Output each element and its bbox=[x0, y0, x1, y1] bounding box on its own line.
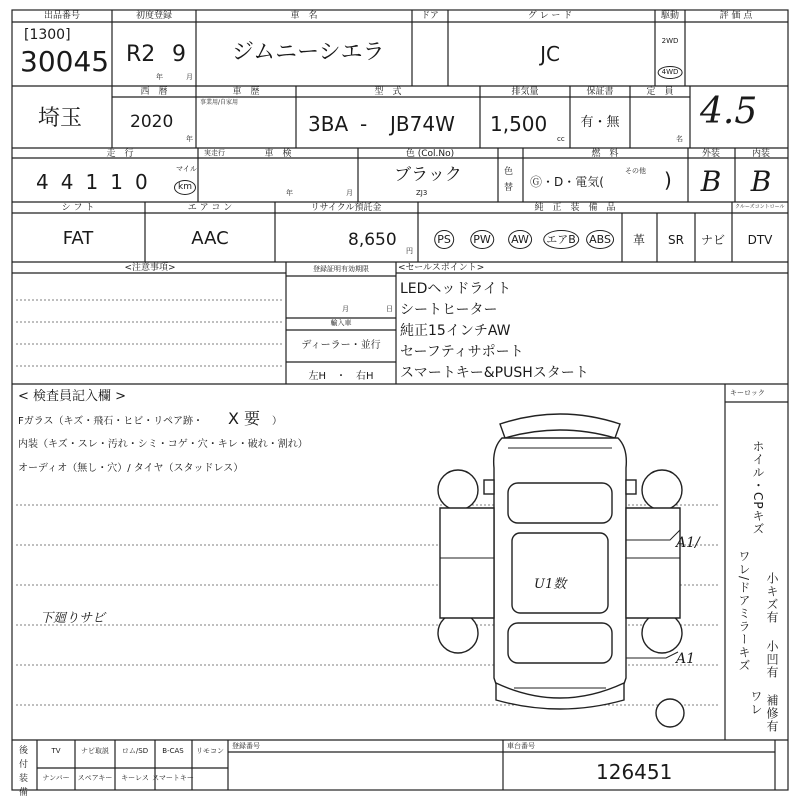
inspection-date-label: 車 検 bbox=[264, 149, 292, 159]
fuel-other: その他 bbox=[625, 167, 646, 175]
fuel-close: ) bbox=[664, 168, 672, 192]
score-label: 評 価 点 bbox=[719, 11, 753, 21]
lot-code: [1300] bbox=[24, 27, 71, 43]
shift: FAT bbox=[62, 228, 94, 249]
frame-number-label: 車台番号 bbox=[507, 742, 535, 750]
equip-sunroof: SR bbox=[668, 233, 684, 247]
sales-point: シートヒーター bbox=[400, 302, 498, 318]
footer-item: ロム/SD bbox=[121, 747, 149, 755]
equip-airbag: エアB bbox=[543, 230, 579, 249]
fuel-label: 燃 料 bbox=[591, 149, 619, 159]
equip-aw: AW bbox=[508, 230, 532, 249]
equipment-label: 純 正 装 備 品 bbox=[534, 203, 616, 213]
drive-2wd: 2WD bbox=[661, 37, 679, 45]
history-label: 車 歴 bbox=[232, 87, 260, 97]
side-text-scratch: 小キズ有 bbox=[765, 572, 779, 624]
ac: AAC bbox=[191, 228, 229, 249]
equip-pw: PW bbox=[470, 230, 494, 249]
color-change-label: 色替 bbox=[504, 167, 514, 193]
footer-item: B-CAS bbox=[162, 747, 184, 755]
inspection-title: < 検査員記入欄 > bbox=[18, 389, 127, 404]
warranty-value: 有・無 bbox=[580, 115, 620, 130]
glass-line: Fガラス（キズ・飛石・ヒビ・リペア跡・ bbox=[18, 416, 204, 427]
interior-line: 内装（キズ・スレ・汚れ・シミ・コゲ・穴・キレ・破れ・割れ） bbox=[18, 439, 308, 450]
displacement: 1,500 bbox=[490, 112, 548, 136]
equip-leather: 革 bbox=[632, 233, 646, 247]
footer-item: キーレス bbox=[121, 774, 149, 782]
dealer-option: ディーラー・並行 bbox=[301, 340, 381, 351]
year-unit: 年 bbox=[186, 135, 193, 143]
side-text-crack: ワレ bbox=[749, 690, 763, 716]
car-name-label: 車 名 bbox=[290, 11, 318, 21]
inspection-year-unit: 年 bbox=[286, 189, 293, 197]
lot-number: 30045 bbox=[20, 45, 110, 78]
car-name: ジムニーシエラ bbox=[232, 40, 385, 65]
handwritten-note: 下廻りサビ bbox=[40, 611, 106, 626]
sales-label: <セールスポイント> bbox=[398, 263, 485, 273]
capacity-label: 定 員 bbox=[646, 87, 674, 97]
equip-dtv: DTV bbox=[747, 233, 773, 247]
reg-expiry-day: 日 bbox=[386, 305, 393, 313]
cruise-label: クルーズコントロール bbox=[735, 204, 785, 210]
side-text-repair: 補修有 bbox=[765, 694, 779, 733]
caution-label: <注意事項> bbox=[124, 263, 176, 273]
recycle-label: リサイクル預託金 bbox=[310, 203, 382, 213]
mileage-unit-km: km bbox=[174, 180, 196, 195]
sales-point: LEDヘッドライト bbox=[400, 281, 512, 297]
audio-line: オーディオ（無し・穴）/ タイヤ（スタッドレス） bbox=[18, 463, 244, 474]
equip-ps: PS bbox=[434, 230, 454, 249]
history-sub: 事業用/自家用 bbox=[200, 99, 239, 106]
location: 埼玉 bbox=[38, 106, 83, 131]
fuel-options: Ⓖ・D・電気( bbox=[530, 175, 604, 189]
mileage-digit: 0 bbox=[134, 170, 148, 194]
recycle-yen: 円 bbox=[406, 247, 413, 255]
displacement-label: 排気量 bbox=[511, 87, 539, 97]
handle-option: 左H ・ 右H bbox=[308, 371, 374, 382]
import-label: 輸入車 bbox=[330, 319, 352, 327]
color-code: ZJ3 bbox=[416, 189, 428, 197]
ac-label: エ ア コ ン bbox=[187, 203, 233, 213]
year: 2020 bbox=[130, 112, 174, 132]
reg-year-unit: 年 bbox=[156, 73, 163, 81]
warranty-label: 保証書 bbox=[586, 87, 614, 97]
glass-mark: X 要 bbox=[228, 409, 261, 428]
keylock-label: キーロック bbox=[730, 389, 765, 397]
equip-navi: ナビ bbox=[700, 233, 726, 247]
car-diagram bbox=[430, 408, 690, 738]
color-label: 色 (Col.No) bbox=[405, 149, 455, 159]
reg-month-unit: 月 bbox=[186, 73, 193, 81]
mileage-digit: 1 bbox=[110, 170, 123, 194]
recycle-amount: 8,650 bbox=[348, 230, 397, 250]
diagram-mark: U1数 bbox=[534, 577, 567, 592]
side-text-dent: 小凹有 bbox=[765, 640, 779, 679]
model-dash: - bbox=[360, 112, 368, 136]
sales-point: スマートキー&PUSHスタート bbox=[400, 365, 589, 381]
equipment-head: 後付装備 bbox=[19, 746, 29, 798]
cc-unit: cc bbox=[557, 135, 565, 143]
equip-abs: ABS bbox=[586, 230, 614, 249]
reg-expiry-label: 登録証明有効期限 bbox=[313, 265, 369, 273]
first-reg-label: 初度登録 bbox=[135, 11, 173, 21]
exterior-grade: B bbox=[700, 165, 722, 198]
mileage-label: 走 行 bbox=[106, 149, 134, 159]
footer-item: ナビ取説 bbox=[81, 747, 109, 755]
interior-grade: B bbox=[750, 165, 772, 198]
grade-label: グ レ ー ド bbox=[527, 11, 573, 21]
footer-item: リモコン bbox=[196, 747, 224, 755]
glass-close: ） bbox=[272, 416, 282, 427]
reg-era: R2 bbox=[126, 42, 156, 67]
diagram-mark: A1/ bbox=[676, 535, 700, 551]
color: ブラック bbox=[394, 165, 462, 185]
sales-point: セーフティサポート bbox=[400, 344, 524, 360]
diagram-mark: A1 bbox=[676, 651, 696, 667]
footer-item: TV bbox=[51, 747, 61, 755]
side-text-mirror: ワレ/ドアミラーキズ bbox=[737, 550, 751, 673]
mileage-unit-mile: マイル bbox=[176, 165, 197, 173]
model-label: 型 式 bbox=[374, 87, 402, 97]
drive-label: 駆動 bbox=[660, 11, 680, 21]
reg-expiry-month: 月 bbox=[342, 305, 349, 313]
model-code: JB74W bbox=[390, 112, 455, 136]
side-text-wheel: ホイル・CPキズ bbox=[751, 440, 765, 536]
footer-item: ナンバー bbox=[42, 774, 70, 782]
odo-label: 実走行 bbox=[204, 149, 225, 157]
interior-label: 内装 bbox=[751, 149, 771, 159]
sales-point: 純正15インチAW bbox=[400, 323, 511, 339]
mileage-digit: 4 bbox=[36, 170, 49, 194]
exterior-label: 外装 bbox=[701, 149, 721, 159]
reg-number-label: 登録番号 bbox=[232, 742, 260, 750]
mileage-digits bbox=[36, 168, 176, 196]
footer-item: スペアキー bbox=[77, 774, 113, 782]
score: 4.5 bbox=[700, 91, 758, 132]
lot-number-label: 出品番号 bbox=[43, 11, 81, 21]
model-prefix: 3BA bbox=[308, 112, 349, 136]
year-label: 西 暦 bbox=[140, 87, 168, 97]
reg-month: 9 bbox=[172, 42, 186, 67]
drive-4wd: 4WD bbox=[658, 66, 683, 79]
grade: JC bbox=[540, 42, 560, 66]
shift-label: シ フ ト bbox=[61, 203, 95, 213]
footer-item: スマートキー bbox=[152, 774, 194, 782]
mileage-digit: 1 bbox=[85, 170, 99, 194]
mileage-digit: 4 bbox=[60, 170, 74, 194]
frame-number: 126451 bbox=[596, 760, 673, 784]
inspection-month-unit: 月 bbox=[346, 189, 353, 197]
door-label: ドア bbox=[421, 11, 439, 21]
capacity-unit: 名 bbox=[676, 135, 683, 143]
